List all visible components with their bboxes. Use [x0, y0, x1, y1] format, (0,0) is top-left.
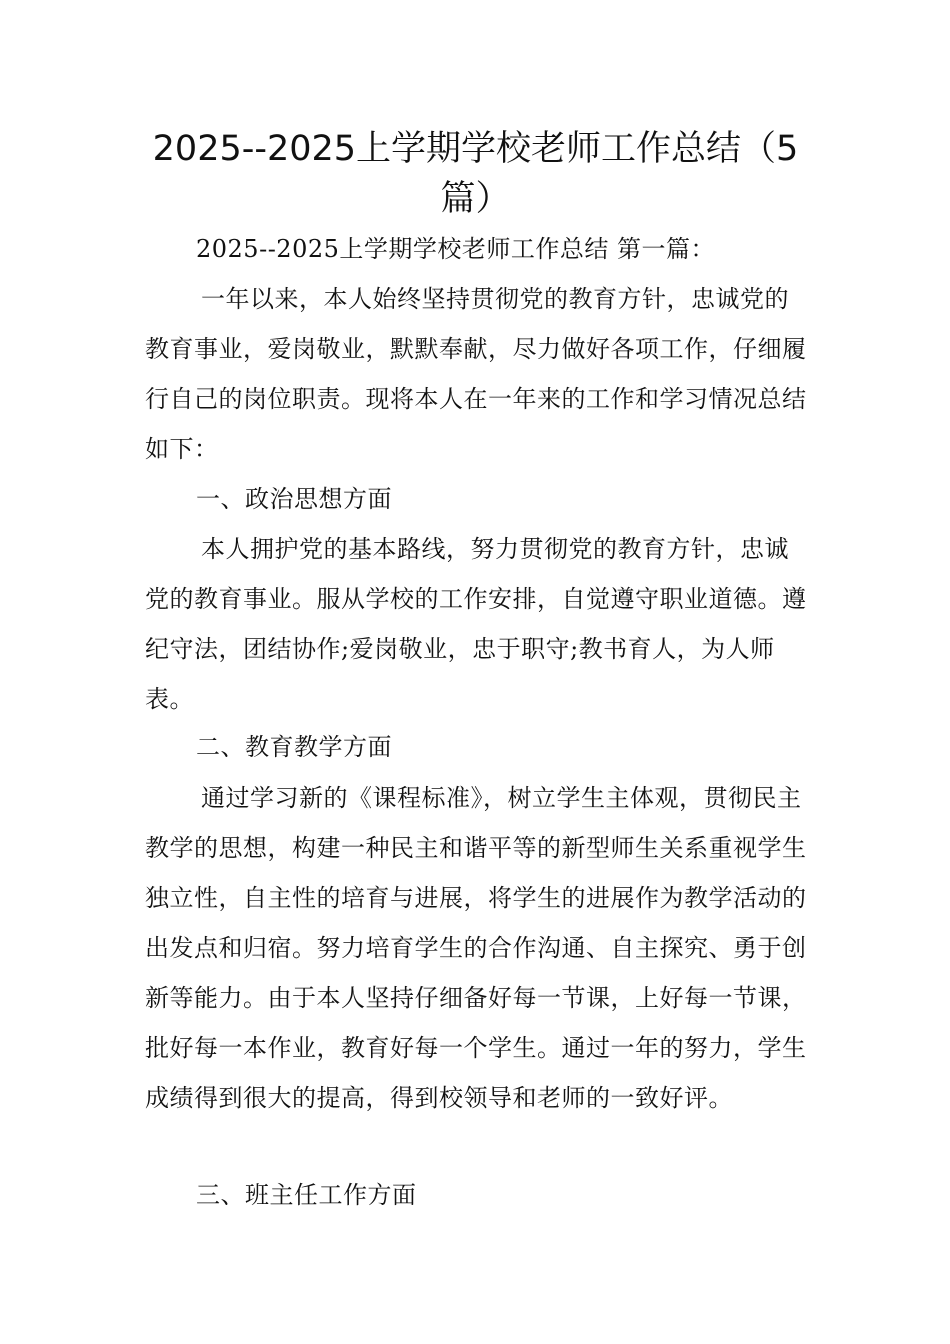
- heading-political: 一、政治思想方面: [196, 485, 392, 513]
- heading-teaching: 二、教育教学方面: [196, 733, 392, 761]
- paragraph-political: 本人拥护党的基本路线，努力贯彻党的教育方针，忠诚党的教育事业。服从学校的工作安排，自觉遵守职业道德。遵纪守法，团结协作;爱岗敬业，忠于职守;教书育人，为人师表。: [145, 535, 807, 713]
- paragraph-teaching: 通过学习新的《课程标准》，树立学生主体观，贯彻民主教学的思想，构建一种民主和谐平等的新型师生关系重视学生独立性，自主性的培育与进展，将学生的进展作为教学活动的出发点和归宿。努力培育学生的合作沟通、自主探究、勇于创新等能力。由于本人坚持仔细备好每一节课，上好每一节课，批好每一本作业，教育好每一个学生。通过一年的努力，学生成绩得到很大的提高，得到校领导和老师的一致好评。: [145, 784, 807, 1112]
- document-title: 2025--2025上学期学校老师工作总结（5篇）: [152, 129, 799, 219]
- heading-class-teacher: 三、班主任工作方面: [196, 1181, 417, 1209]
- paragraph-intro: 一年以来，本人始终坚持贯彻党的教育方针，忠诚党的教育事业，爱岗敬业，默默奉献，尽力做好各项工作，仔细履行自己的岗位职责。现将本人在一年来的工作和学习情况总结如下：: [145, 285, 807, 463]
- section-subtitle: 2025--2025上学期学校老师工作总结 第一篇：: [196, 235, 716, 263]
